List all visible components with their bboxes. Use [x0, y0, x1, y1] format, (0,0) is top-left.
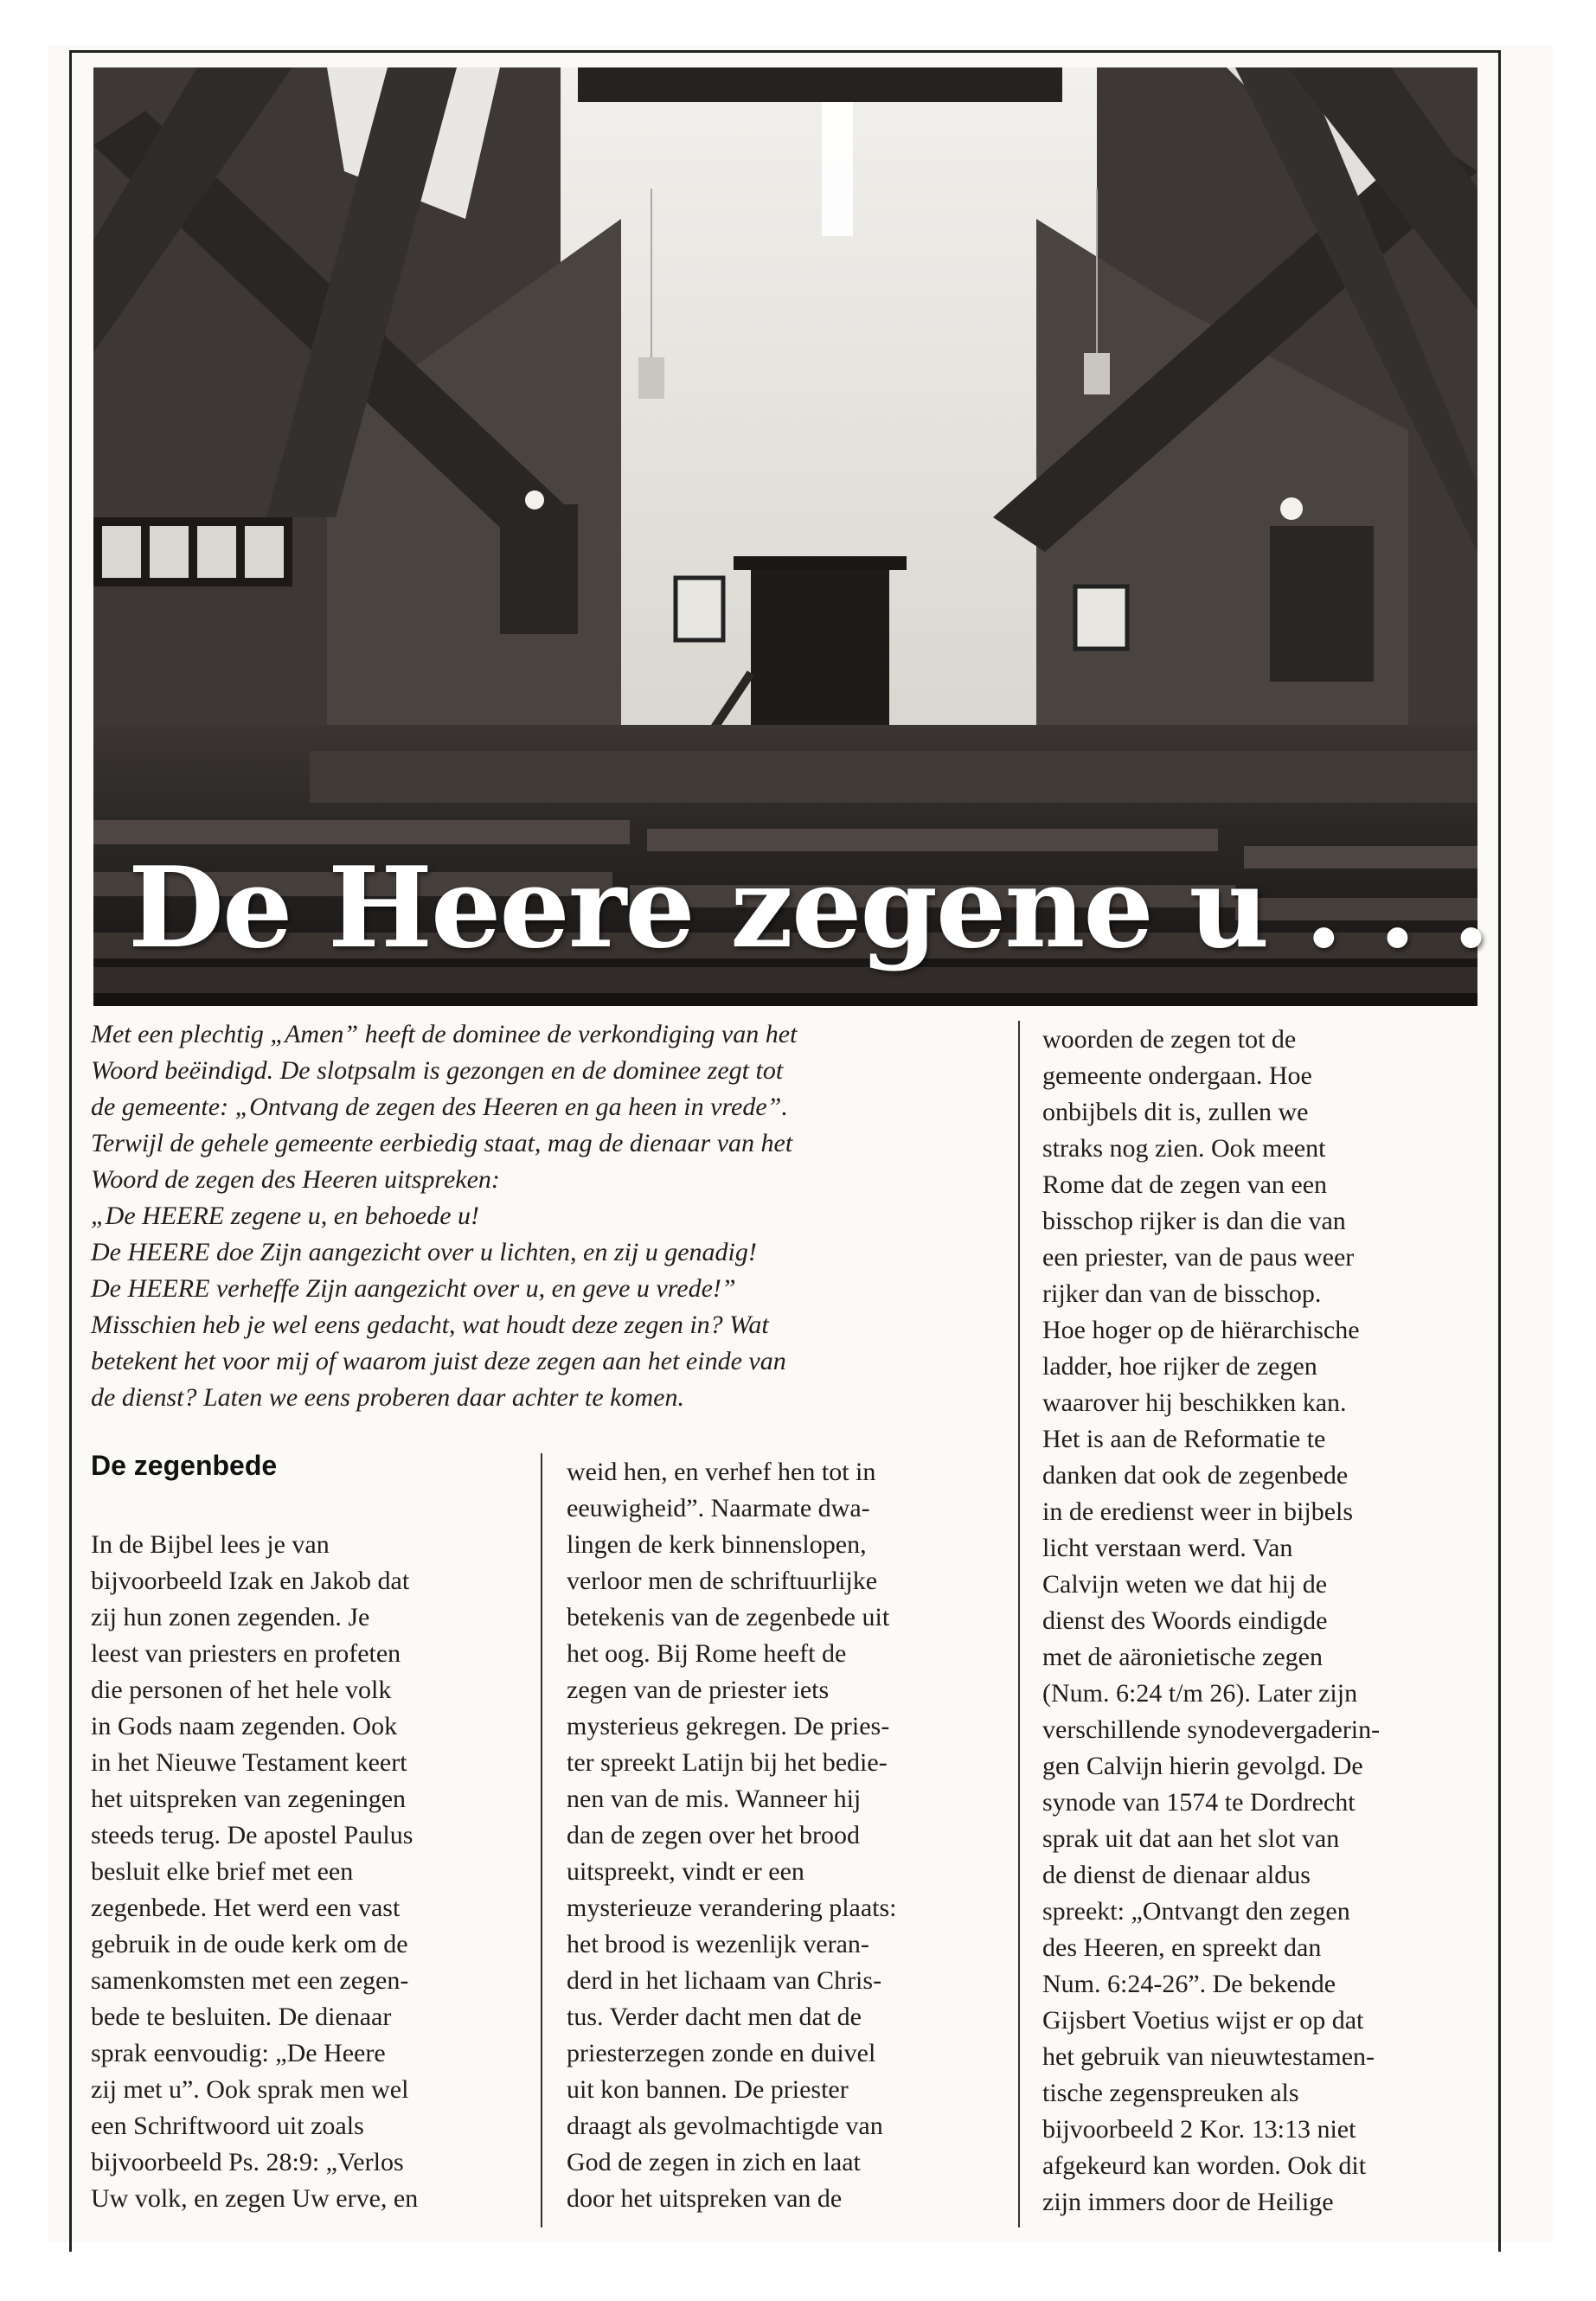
text-line: zij hun zonen zegenden. Je [91, 1603, 370, 1631]
text-line: gemeente ondergaan. Hoe [1042, 1061, 1312, 1090]
text-line: nen van de mis. Wanneer hij [567, 1785, 862, 1813]
text-line: Calvijn weten we dat hij de [1042, 1570, 1328, 1599]
text-line: zegenbede. Het werd een vast [91, 1894, 401, 1922]
intro-line: betekent het voor mij of waarom juist deze zegen aan het einde van [91, 1347, 786, 1375]
text-line: bede te besluiten. De dienaar [91, 2003, 392, 2031]
text-line: betekenis van de zegenbede uit [567, 1603, 890, 1631]
intro-line: De HEERE doe Zijn aangezicht over u lichten, en zij u genadig! [91, 1238, 757, 1266]
text-line: dan de zegen over het brood [567, 1821, 861, 1849]
text-line: uitspreekt, vindt er een [567, 1857, 804, 1886]
text-line: Het is aan de Reformatie te [1042, 1425, 1326, 1453]
text-line: des Heeren, en spreekt dan [1042, 1933, 1322, 1962]
text-line: Num. 6:24-26”. De bekende [1042, 1970, 1336, 1998]
text-line: verloor men de schriftuurlijke [567, 1567, 878, 1595]
text-line: straks nog zien. Ook meent [1042, 1134, 1326, 1163]
text-line: gen Calvijn hierin gevolgd. De [1042, 1752, 1363, 1780]
text-line: het brood is wezenlijk veran- [567, 1930, 869, 1958]
text-line: draagt als gevolmachtigde van [567, 2112, 883, 2140]
text-line: het gebruik van nieuwtestamen- [1042, 2042, 1375, 2071]
text-line: samenkomsten met een zegen- [91, 1966, 409, 1995]
text-line: een priester, van de paus weer [1042, 1243, 1355, 1272]
text-line: sprak eenvoudig: „De Heere [91, 2039, 386, 2067]
text-line: een Schriftwoord uit zoals [91, 2112, 364, 2140]
text-line: gebruik in de oude kerk om de [91, 1930, 408, 1958]
text-line: besluit elke brief met een [91, 1857, 354, 1886]
intro-line: Misschien heb je wel eens gedacht, wat houdt deze zegen in? Wat [91, 1311, 769, 1339]
text-line: Rome dat de zegen van een [1042, 1170, 1328, 1199]
text-line: in het Nieuwe Testament keert [91, 1748, 407, 1777]
text-line: synode van 1574 te Dordrecht [1042, 1788, 1356, 1817]
text-line: In de Bijbel lees je van [91, 1530, 330, 1559]
text-line: bisschop rijker is dan die van [1042, 1207, 1346, 1235]
text-line: in de eredienst weer in bijbels [1042, 1497, 1354, 1526]
intro-line: Met een plechtig „Amen” heeft de dominee de verkondiging van het [91, 1020, 798, 1048]
text-line: ter spreekt Latijn bij het bedie- [567, 1748, 888, 1777]
text-line: dienst des Woords eindigde [1042, 1606, 1328, 1635]
text-line: weid hen, en verhef hen tot in [567, 1458, 876, 1486]
text-line: bijvoorbeeld Izak en Jakob dat [91, 1567, 410, 1595]
intro-line: Woord beëindigd. De slotpsalm is gezongen en de dominee zegt tot [91, 1056, 784, 1085]
text-line: het uitspreken van zegeningen [91, 1785, 407, 1813]
text-line: verschillende synodevergaderin- [1042, 1715, 1381, 1744]
text-line: danken dat ook de zegenbede [1042, 1461, 1349, 1490]
text-column-2 [567, 1454, 999, 2217]
text-line: rijker dan van de bisschop. [1042, 1279, 1322, 1308]
text-line: woorden de zegen tot de [1042, 1025, 1297, 1054]
text-line: steeds terug. De apostel Paulus [91, 1821, 413, 1849]
text-line: in Gods naam zegenden. Ook [91, 1712, 398, 1740]
text-line: ladder, hoe rijker de zegen [1042, 1352, 1317, 1381]
text-column-3 [1042, 1022, 1475, 2221]
text-column-1 [91, 1527, 523, 2217]
text-line: lingen de kerk binnenslopen, [567, 1530, 867, 1559]
column-divider [541, 1453, 542, 2227]
intro-line: de gemeente: „Ontvang de zegen des Heeren en ga heen in vrede”. [91, 1093, 788, 1121]
text-line: Gijsbert Voetius wijst er op dat [1042, 2006, 1364, 2035]
intro-line: De HEERE verheffe Zijn aangezicht over u, en geve u vrede!” [91, 1274, 736, 1303]
text-line: door het uitspreken van de [567, 2184, 843, 2213]
text-line: afgekeurd kan worden. Ook dit [1042, 2151, 1367, 2180]
text-line: uit kon bannen. De priester [567, 2075, 849, 2104]
intro-line: de dienst? Laten we eens proberen daar achter te komen. [91, 1383, 684, 1412]
intro-line: Terwijl de gehele gemeente eerbiedig staat, mag de dienaar van het [91, 1129, 793, 1157]
text-line: eeuwigheid”. Naarmate dwa- [567, 1494, 870, 1522]
column-divider [1018, 1021, 1020, 2227]
text-line: leest van priesters en profeten [91, 1639, 401, 1668]
intro-line: Woord de zegen des Heeren uitspreken: [91, 1165, 500, 1194]
text-line: bijvoorbeeld Ps. 28:9: „Verlos [91, 2148, 404, 2176]
text-line: priesterzegen zonde en duivel [567, 2039, 876, 2067]
text-line: spreekt: „Ontvangt den zegen [1042, 1897, 1350, 1926]
article-intro [91, 1016, 977, 1416]
text-line: zegen van de priester iets [567, 1676, 830, 1704]
text-line: die personen of het hele volk [91, 1676, 392, 1704]
text-line: zij met u”. Ook sprak men wel [91, 2075, 409, 2104]
text-line: God de zegen in zich en laat [567, 2148, 861, 2176]
text-line: tische zegenspreuken als [1042, 2079, 1299, 2107]
text-line: (Num. 6:24 t/m 26). Later zijn [1042, 1679, 1358, 1708]
text-line: het oog. Bij Rome heeft de [567, 1639, 847, 1668]
text-line: derd in het lichaam van Chris- [567, 1966, 882, 1995]
text-line: sprak uit dat aan het slot van [1042, 1824, 1340, 1853]
text-line: de dienst de dienaar aldus [1042, 1861, 1311, 1889]
text-line: tus. Verder dacht men dat de [567, 2003, 862, 2031]
text-line: waarover hij beschikken kan. [1042, 1388, 1347, 1417]
text-line: licht verstaan werd. Van [1042, 1534, 1293, 1562]
section-heading: De zegenbede [91, 1450, 278, 1481]
text-line: mysterieuze verandering plaats: [567, 1894, 897, 1922]
text-line: bijvoorbeeld 2 Kor. 13:13 niet [1042, 2115, 1356, 2144]
text-line: onbijbels dit is, zullen we [1042, 1098, 1309, 1126]
text-line: Hoe hoger op de hiërarchische [1042, 1316, 1360, 1344]
text-line: zijn immers door de Heilige [1042, 2188, 1334, 2216]
text-line: mysterieus gekregen. De pries- [567, 1712, 890, 1740]
text-line: met de aäronietische zegen [1042, 1643, 1323, 1671]
text-line: Uw volk, en zegen Uw erve, en [91, 2184, 419, 2213]
intro-line: „De HEERE zegene u, en behoede u! [91, 1202, 480, 1230]
article-title: De Heere zegene u . . . [128, 843, 1489, 973]
